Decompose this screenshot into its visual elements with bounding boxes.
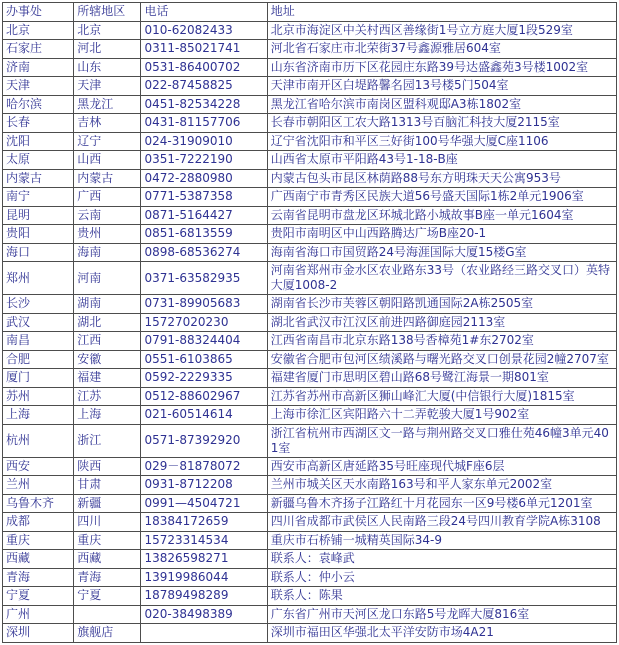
table-row bbox=[3, 151, 617, 170]
address-cell: 山西省太原市平阳路43号1-18-B座 bbox=[267, 151, 616, 170]
address-cell: 安徽省合肥市包河区绩溪路与曙光路交叉口创景花园2幢2707室 bbox=[267, 350, 616, 369]
table-row bbox=[3, 295, 617, 314]
phone-cell: 13826598271 bbox=[141, 550, 267, 569]
office-cell: 成都 bbox=[3, 513, 74, 532]
address-cell: 重庆市石桥铺一城精英国际34-9 bbox=[267, 531, 616, 550]
phone-cell: 022-87458825 bbox=[141, 77, 267, 96]
office-cell: 宁夏 bbox=[3, 587, 74, 606]
table-row bbox=[3, 568, 617, 587]
region-cell: 旗舰店 bbox=[74, 624, 141, 643]
address-cell: 内蒙古包头市昆区林荫路88号东方明珠天天公寓953号 bbox=[267, 169, 616, 188]
table-row bbox=[3, 424, 617, 457]
table-row bbox=[3, 369, 617, 388]
phone-cell: 029－81878072 bbox=[141, 457, 267, 476]
phone-cell: 0851-6813559 bbox=[141, 225, 267, 244]
table-row bbox=[3, 406, 617, 425]
phone-cell: 18789498289 bbox=[141, 587, 267, 606]
table-row bbox=[3, 206, 617, 225]
table-row bbox=[3, 457, 617, 476]
office-cell: 贵阳 bbox=[3, 225, 74, 244]
phone-cell: 0771-5387358 bbox=[141, 188, 267, 207]
office-cell: 重庆 bbox=[3, 531, 74, 550]
office-cell: 南昌 bbox=[3, 332, 74, 351]
address-cell: 广东省广州市天河区龙口东路5号龙晖大厦816室 bbox=[267, 605, 616, 624]
region-cell: 湖北 bbox=[74, 313, 141, 332]
region-cell: 山西 bbox=[74, 151, 141, 170]
region-cell: 河南 bbox=[74, 262, 141, 295]
region-cell: 甘肃 bbox=[74, 476, 141, 495]
table-row bbox=[3, 21, 617, 40]
phone-cell: 0431-81157706 bbox=[141, 114, 267, 133]
address-cell: 湖南省长沙市芙蓉区朝阳路凯通国际2A栋2505室 bbox=[267, 295, 616, 314]
table-row bbox=[3, 114, 617, 133]
phone-cell: 13919986044 bbox=[141, 568, 267, 587]
address-cell: 上海市徐汇区宾阳路六十二弄乾骏大厦1号902室 bbox=[267, 406, 616, 425]
header-office: 办事处 bbox=[3, 3, 74, 22]
phone-cell: 0931-8712208 bbox=[141, 476, 267, 495]
phone-cell: 0791-88324404 bbox=[141, 332, 267, 351]
region-cell: 宁夏 bbox=[74, 587, 141, 606]
phone-cell: 15723314534 bbox=[141, 531, 267, 550]
table-row bbox=[3, 587, 617, 606]
region-cell: 海南 bbox=[74, 243, 141, 262]
table-body bbox=[3, 21, 617, 642]
region-cell: 广西 bbox=[74, 188, 141, 207]
phone-cell: 0512-88602967 bbox=[141, 387, 267, 406]
table-row bbox=[3, 40, 617, 59]
table-row bbox=[3, 624, 617, 643]
region-cell: 黑龙江 bbox=[74, 95, 141, 114]
phone-cell: 0731-89905683 bbox=[141, 295, 267, 314]
office-cell: 郑州 bbox=[3, 262, 74, 295]
office-cell: 广州 bbox=[3, 605, 74, 624]
region-cell: 贵州 bbox=[74, 225, 141, 244]
phone-cell: 021-60514614 bbox=[141, 406, 267, 425]
office-cell: 西藏 bbox=[3, 550, 74, 569]
office-cell: 合肥 bbox=[3, 350, 74, 369]
table-row bbox=[3, 387, 617, 406]
office-cell: 青海 bbox=[3, 568, 74, 587]
address-cell: 天津市南开区白堤路馨名园13号楼5门504室 bbox=[267, 77, 616, 96]
region-cell: 内蒙古 bbox=[74, 169, 141, 188]
phone-cell: 0472-2880980 bbox=[141, 169, 267, 188]
phone-cell: 0451-82534228 bbox=[141, 95, 267, 114]
address-cell: 浙江省杭州市西湖区文一路与荆州路交叉口雅仕苑46幢3单元401室 bbox=[267, 424, 616, 457]
phone-cell: 0311-85021741 bbox=[141, 40, 267, 59]
office-cell: 天津 bbox=[3, 77, 74, 96]
office-cell: 济南 bbox=[3, 58, 74, 77]
office-cell: 南宁 bbox=[3, 188, 74, 207]
region-cell: 青海 bbox=[74, 568, 141, 587]
region-cell: 云南 bbox=[74, 206, 141, 225]
region-cell: 陕西 bbox=[74, 457, 141, 476]
phone-cell: 024-31909010 bbox=[141, 132, 267, 151]
office-cell: 北京 bbox=[3, 21, 74, 40]
header-region: 所辖地区 bbox=[74, 3, 141, 22]
table-row bbox=[3, 313, 617, 332]
address-cell: 江苏省苏州市高新区狮山峰汇大厦(中信银行大厦)1815室 bbox=[267, 387, 616, 406]
region-cell: 吉林 bbox=[74, 114, 141, 133]
phone-cell: 0871-5164427 bbox=[141, 206, 267, 225]
table-row bbox=[3, 332, 617, 351]
region-cell: 江西 bbox=[74, 332, 141, 351]
address-cell: 湖北省武汉市江汉区前进四路御庭园2113室 bbox=[267, 313, 616, 332]
table-row bbox=[3, 225, 617, 244]
region-cell: 辽宁 bbox=[74, 132, 141, 151]
office-contact-table bbox=[2, 2, 617, 643]
region-cell: 四川 bbox=[74, 513, 141, 532]
address-cell: 联系人：陈果 bbox=[267, 587, 616, 606]
phone-cell bbox=[141, 624, 267, 643]
address-cell: 深圳市福田区华强北太平洋安防市场4A21 bbox=[267, 624, 616, 643]
address-cell: 联系人：仲小云 bbox=[267, 568, 616, 587]
phone-cell: 15727020230 bbox=[141, 313, 267, 332]
phone-cell: 0571-87392920 bbox=[141, 424, 267, 457]
header-phone: 电话 bbox=[141, 3, 267, 22]
region-cell: 上海 bbox=[74, 406, 141, 425]
office-cell: 长春 bbox=[3, 114, 74, 133]
phone-cell: 020-38498389 bbox=[141, 605, 267, 624]
region-cell: 河北 bbox=[74, 40, 141, 59]
phone-cell: 18384172659 bbox=[141, 513, 267, 532]
address-cell: 四川省成都市武侯区人民南路三段24号四川教育学院A栋3108 bbox=[267, 513, 616, 532]
region-cell: 西藏 bbox=[74, 550, 141, 569]
table-row bbox=[3, 169, 617, 188]
region-cell: 山东 bbox=[74, 58, 141, 77]
table-row bbox=[3, 550, 617, 569]
address-cell: 新疆乌鲁木齐扬子江路红十月花园东一区9号楼6单元1201室 bbox=[267, 494, 616, 513]
region-cell: 福建 bbox=[74, 369, 141, 388]
address-cell: 广西南宁市青秀区民族大道56号盛天国际1栋2单元1906室 bbox=[267, 188, 616, 207]
table-row bbox=[3, 77, 617, 96]
table-row bbox=[3, 476, 617, 495]
table-row bbox=[3, 513, 617, 532]
header-row bbox=[3, 3, 617, 22]
phone-cell: 0898-68536274 bbox=[141, 243, 267, 262]
address-cell: 兰州市城关区天水南路163号和平人家东单元2002室 bbox=[267, 476, 616, 495]
office-cell: 兰州 bbox=[3, 476, 74, 495]
phone-cell: 0991—4504721 bbox=[141, 494, 267, 513]
office-cell: 上海 bbox=[3, 406, 74, 425]
phone-cell: 0371-63582935 bbox=[141, 262, 267, 295]
address-cell: 江西省南昌市北京东路138号香樟苑1#东2702室 bbox=[267, 332, 616, 351]
phone-cell: 0551-6103865 bbox=[141, 350, 267, 369]
region-cell: 新疆 bbox=[74, 494, 141, 513]
table-row bbox=[3, 132, 617, 151]
office-cell: 昆明 bbox=[3, 206, 74, 225]
office-cell: 杭州 bbox=[3, 424, 74, 457]
office-cell: 苏州 bbox=[3, 387, 74, 406]
address-cell: 辽宁省沈阳市和平区三好街100号华强大厦C座1106 bbox=[267, 132, 616, 151]
office-cell: 海口 bbox=[3, 243, 74, 262]
region-cell: 江苏 bbox=[74, 387, 141, 406]
office-cell: 沈阳 bbox=[3, 132, 74, 151]
phone-cell: 0351-7222190 bbox=[141, 151, 267, 170]
table-row bbox=[3, 605, 617, 624]
office-cell: 石家庄 bbox=[3, 40, 74, 59]
table-row bbox=[3, 188, 617, 207]
table-row bbox=[3, 494, 617, 513]
address-cell: 长春市朝阳区工农大路1313号百脑汇科技大厦2115室 bbox=[267, 114, 616, 133]
address-cell: 海南省海口市国贸路24号海涯国际大厦15楼G室 bbox=[267, 243, 616, 262]
table-row bbox=[3, 350, 617, 369]
office-cell: 哈尔滨 bbox=[3, 95, 74, 114]
header-address: 地址 bbox=[267, 3, 616, 22]
phone-cell: 0592-2229335 bbox=[141, 369, 267, 388]
address-cell: 福建省厦门市思明区碧山路68号鹭江海景一期801室 bbox=[267, 369, 616, 388]
region-cell bbox=[74, 605, 141, 624]
address-cell: 北京市海淀区中关村西区善缘街1号立方庭大厦1段529室 bbox=[267, 21, 616, 40]
region-cell: 重庆 bbox=[74, 531, 141, 550]
table-row bbox=[3, 262, 617, 295]
office-cell: 厦门 bbox=[3, 369, 74, 388]
office-cell: 武汉 bbox=[3, 313, 74, 332]
table-header bbox=[3, 3, 617, 22]
phone-cell: 0531-86400702 bbox=[141, 58, 267, 77]
region-cell: 湖南 bbox=[74, 295, 141, 314]
office-cell: 长沙 bbox=[3, 295, 74, 314]
address-cell: 贵阳市南明区中山西路腾达广场B座20-1 bbox=[267, 225, 616, 244]
address-cell: 河北省石家庄市北荣街37号鑫源雅居604室 bbox=[267, 40, 616, 59]
table-row bbox=[3, 58, 617, 77]
table-row bbox=[3, 243, 617, 262]
region-cell: 浙江 bbox=[74, 424, 141, 457]
region-cell: 北京 bbox=[74, 21, 141, 40]
address-cell: 黑龙江省哈尔滨市南岗区盟科观邸A3栋1802室 bbox=[267, 95, 616, 114]
table-row bbox=[3, 95, 617, 114]
office-cell: 乌鲁木齐 bbox=[3, 494, 74, 513]
region-cell: 天津 bbox=[74, 77, 141, 96]
address-cell: 河南省郑州市金水区农业路东33号（农业路经三路交叉口）英特大厦1008-2 bbox=[267, 262, 616, 295]
office-cell: 太原 bbox=[3, 151, 74, 170]
office-cell: 深圳 bbox=[3, 624, 74, 643]
table-row bbox=[3, 531, 617, 550]
phone-cell: 010-62082433 bbox=[141, 21, 267, 40]
address-cell: 西安市高新区唐延路35号旺座现代城F座6层 bbox=[267, 457, 616, 476]
office-cell: 内蒙古 bbox=[3, 169, 74, 188]
region-cell: 安徽 bbox=[74, 350, 141, 369]
address-cell: 联系人：袁峰武 bbox=[267, 550, 616, 569]
address-cell: 山东省济南市历下区花园庄东路39号达盛鑫苑3号楼1002室 bbox=[267, 58, 616, 77]
address-cell: 云南省昆明市盘龙区环城北路小城故事B座一单元1604室 bbox=[267, 206, 616, 225]
office-cell: 西安 bbox=[3, 457, 74, 476]
